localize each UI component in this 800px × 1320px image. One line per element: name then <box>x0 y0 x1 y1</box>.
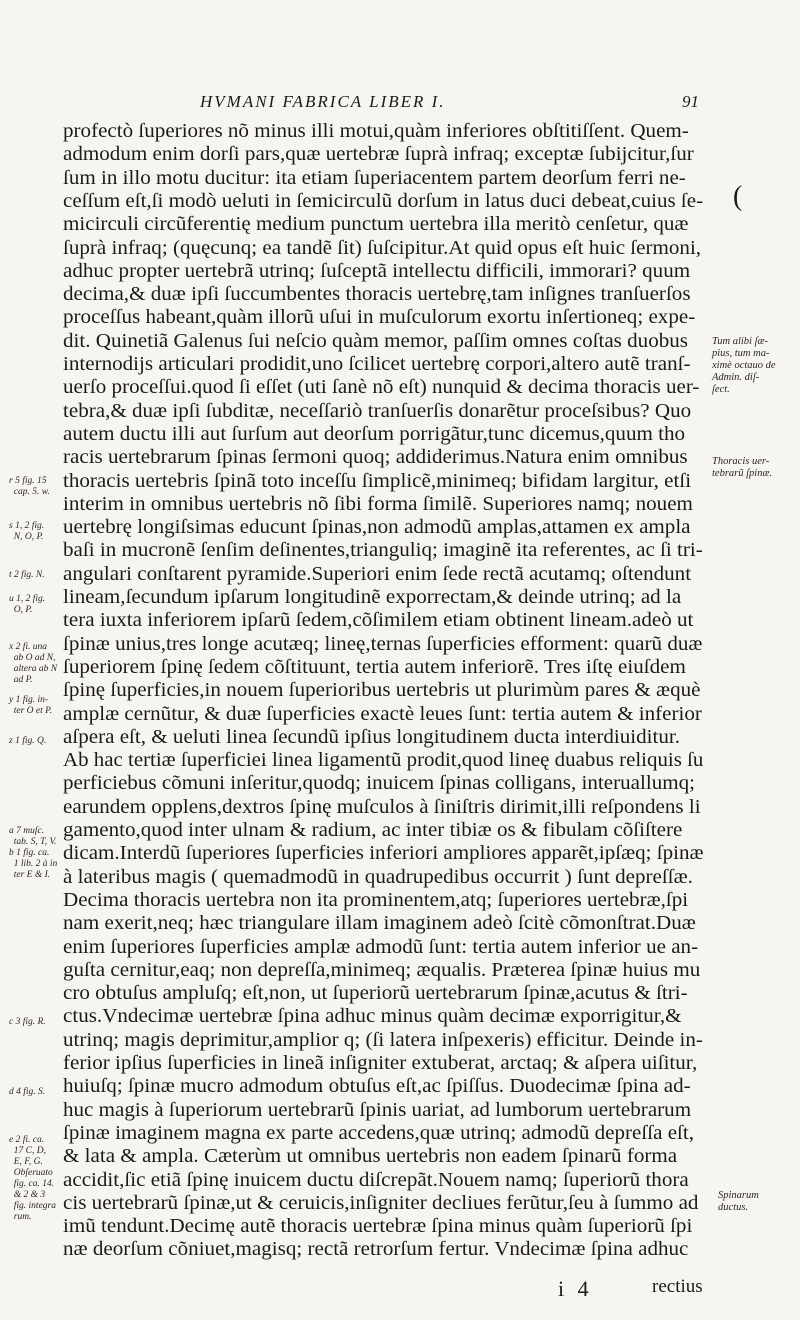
text-line: Decima thoracis uertebra non ita prominentem,atq; ſuperiores uertebræ,ſpi <box>63 889 689 911</box>
text-line: micirculi circũferentię medium punctum uertebra illa meritò cenſetur, quæ <box>63 214 689 236</box>
margin-note-left: x 2 fi. una ab O ad N, altera ab N ad P. <box>9 642 58 685</box>
text-line: adhuc propter uertebrã utrinq; ſuſceptã intellectu difficili, immorari? quum <box>63 260 691 282</box>
text-line: cro obtuſus ampluſq; eſt,non, ut ſuperiorũ uertebrarum ſpinæ,acutus & ſtri- <box>63 983 688 1005</box>
margin-note-left: r 5 fig. 15 cap. 5. w. <box>9 476 50 497</box>
text-line: internodijs articulari prodidit,uno ſcilicet uertebrę corpori,altero autẽ tranſ- <box>63 354 691 375</box>
text-line: accidit,ſic etiã ſpinę inuicem ductu diſcrepãt.Nouem namq; ſuperiorũ thora <box>63 1169 689 1191</box>
text-line: ſpinæ unius,tres longe acutæq; lineę,ternas ſuperficies efforment: quarũ duæ <box>63 633 703 655</box>
text-line: baſi in mucronẽ ſenſim deſinentes,trianguliq; imaginẽ ita referentes, ac ſi tri- <box>63 540 703 562</box>
text-line: dicam.Interdũ ſuperiores ſuperficies inferiori ampliores apparẽt,ipſæq; ſpinæ <box>63 843 704 865</box>
text-line: ſum in illo motu ducitur: ita etiam ſuperiacentem partem deorſum ferri ne- <box>63 167 686 189</box>
text-line: thoracis uertebris ſpinã toto inceſſu ſimplicẽ,minimeq; bifidam largitur, etſi <box>63 470 692 492</box>
text-line: Ab hac tertiæ ſuperficiei linea ligamentũ prodit,quod lineę duabus reliquis ſu <box>63 750 704 772</box>
text-line: næ deorſum cõniuet,magisq; rectã retrorſum fertur. Vndecimæ ſpina adhuc <box>63 1239 689 1261</box>
text-line: cis uertebrarũ ſpinæ,ut & ceruicis,inſigniter decliues ferũtur,ſeu à ſummo ad <box>63 1192 699 1214</box>
text-line: ctus.Vndecimæ uertebræ ſpina adhuc minus quàm decimæ exporrigitur,& <box>63 1006 682 1028</box>
margin-mark: ( <box>733 181 743 212</box>
text-line: à lateribus magis ( quemadmodũ in quadrupedibus occurrit ) ſunt depreſſæ. <box>63 866 693 888</box>
text-line: lineam,ſecundum ipſarum longitudinẽ exporrectam,& deinde utrinq; ad la <box>63 587 682 608</box>
text-line: enim ſuperiores ſuperficies amplæ admodũ ſunt: tertia autem inferior ue an- <box>63 936 699 958</box>
margin-note-left: u 1, 2 fig. O, P. <box>9 594 46 615</box>
text-line: aſpera eſt, & ueluti linea ſecundũ ipſius longitudinem ducta interdiuiditur. <box>63 726 681 748</box>
catchword: rectius <box>652 1276 703 1297</box>
text-line: uerſo proceſſui.quod ſi eſſet (uti ſanè nõ eſt) nunquid & decima thoracis uer- <box>63 377 700 399</box>
page-number: 91 <box>682 92 699 111</box>
text-line: huiuſq; ſpinæ mucro admodum obtuſus eſt,ac ſpiſſus. Duodecimæ ſpina ad- <box>63 1076 691 1098</box>
text-line: ſuperiorem ſpinę ſedem cõſtituunt, tertia autem inferiorẽ. Tres iſtę eiuſdem <box>63 656 686 678</box>
margin-note-left: e 2 fi. ca. 17 C, D, E, F, G. Obſeruato fig. ca. 14. & 2 & 3 fig. integra rum. <box>9 1135 56 1222</box>
text-line: dit. Quinetiã Galenus ſui neſcio quàm memor, paſſim omnes coſtas duobus <box>63 330 688 352</box>
margin-note-left: y 1 fig. in- ter O et P. <box>9 695 53 716</box>
margin-note-left: z 1 fig. Q. <box>9 736 47 746</box>
text-line: profectò ſuperiores nõ minus illi motui,quàm inferiores obſtitiſſent. Quem- <box>63 121 689 142</box>
margin-note-right: Thoracis uer- tebrarũ ſpinæ. <box>712 456 773 479</box>
text-line: ſpinæ imaginem magna ex parte accedens,quæ utrinq; admodũ depreſſa eſt, <box>63 1122 695 1144</box>
text-line: earundem opplens,dextros ſpinę muſculos à ſiniſtris dirimit,illi reſpondens li <box>63 796 701 818</box>
text-line: guſta cernitur,eaq; non depreſſa,minimeq; æqualis. Præterea ſpinæ huius mu <box>63 959 701 981</box>
margin-note-right: Spinarum ductus. <box>718 1190 759 1213</box>
text-line: perficiebus cõmuni inſeritur,quodq; inuicem ſpinas colligans, interuallumq; <box>63 773 695 795</box>
text-line: tebra,& duæ ipſi ſubditæ, neceſſariò tranſuerſis donarẽtur proceſsibus? Quo <box>63 400 692 422</box>
signature-mark: i 4 <box>558 1276 593 1301</box>
text-line: ferior ipſius ſuperficies in lineã inſigniter extuberat, arctaq; & aſpera uiſitur, <box>63 1053 698 1074</box>
text-line: utrinq; magis deprimitur,amplior q; (ſi latera inſpexeris) efficitur. Deinde in- <box>63 1029 703 1051</box>
margin-note-left: c 3 fig. R. <box>9 1017 46 1027</box>
margin-note-left: d 4 fig. S. <box>9 1087 46 1097</box>
text-line: nam exerit,neq; hæc triangulare illam imaginem adeò ſcitè cõmonſtrat.Duæ <box>63 913 696 935</box>
margin-note-left: s 1, 2 fig. N, O, P. <box>9 521 45 542</box>
text-line: huc magis à ſuperiorum uertebrarũ ſpinis uariat, ad lumborum uertebrarum <box>63 1099 692 1121</box>
text-line: admodum enim dorſi pars,quæ uertebræ ſuprà infraq; exceptæ ſubijcitur,ſur <box>63 144 694 166</box>
text-line: amplæ cernũtur, & duæ ſuperficies exactè leues ſunt: tertia autem & inferior <box>63 703 702 725</box>
text-line: ceſſum eſt,ſi modò ueluti in ſemicirculũ dorſum in latus duci debeat,cuius ſe- <box>63 190 704 212</box>
text-line: racis uertebrarum ſpinas ſermoni quoq; addiderimus.Natura enim omnibus <box>63 447 688 469</box>
margin-note-left: a 7 muſc. tab. S, T, V. b 1 fig. ca. 1 lib. 2 à in ter E & I. <box>9 826 58 880</box>
margin-note-left: t 2 fig. N. <box>9 570 45 580</box>
margin-note-right: Tum alibi ſæ- pius, tum ma- ximè octauo de Admin. diſ- ſect. <box>712 336 776 395</box>
text-line: & lata & ampla. Cæterùm ut omnibus uertebris non eadem ſpinarũ forma <box>63 1146 678 1168</box>
text-line: gamento,quod inter ulnam & radium, ac inter tibiæ os & fibulam cõſiſtere <box>63 820 683 841</box>
text-line: interim in omnibus uertebris nõ ſibi forma ſimilẽ. Superiores namq; nouem <box>63 493 693 515</box>
text-line: ſuprà infraq; (quęcunq; ea tandẽ ſit) ſuſcipitur.At quid opus eſt huic ſermoni, <box>63 237 702 259</box>
text-line: decima,& duæ ipſi ſuccumbentes thoracis uertebrę,tam inſignes tranſuerſos <box>63 284 691 306</box>
text-line: proceſſus habeant,quàm illorũ uſui in muſculorum exortu inſertioneq; expe- <box>63 307 696 329</box>
running-head: HVMANI FABRICA LIBER I. <box>200 92 446 111</box>
text-line: imũ tendunt.Decimę autẽ thoracis uertebræ ſpina minus quàm ſuperiorũ ſpi <box>63 1216 693 1238</box>
text-line: uertebrę longiſsimas educunt ſpinas,non admodũ amplas,attamen ex ampla <box>63 517 691 539</box>
text-line: autem ductu illi aut ſurſum aut deorſum porrigãtur,tunc dicemus,quum tho <box>63 423 686 445</box>
text-line: tera iuxta inferiorem ipſarũ ſedem,cõſimilem etiam obtinent lineam.adeò ut <box>63 610 694 632</box>
text-line: angulari conſtarent pyramide.Superiori enim ſede rectã acutamq; oſtendunt <box>63 563 692 585</box>
text-line: ſpinę ſuperficies,in nouem ſuperioribus uertebris ut plurimùm pares & æquè <box>63 680 701 702</box>
